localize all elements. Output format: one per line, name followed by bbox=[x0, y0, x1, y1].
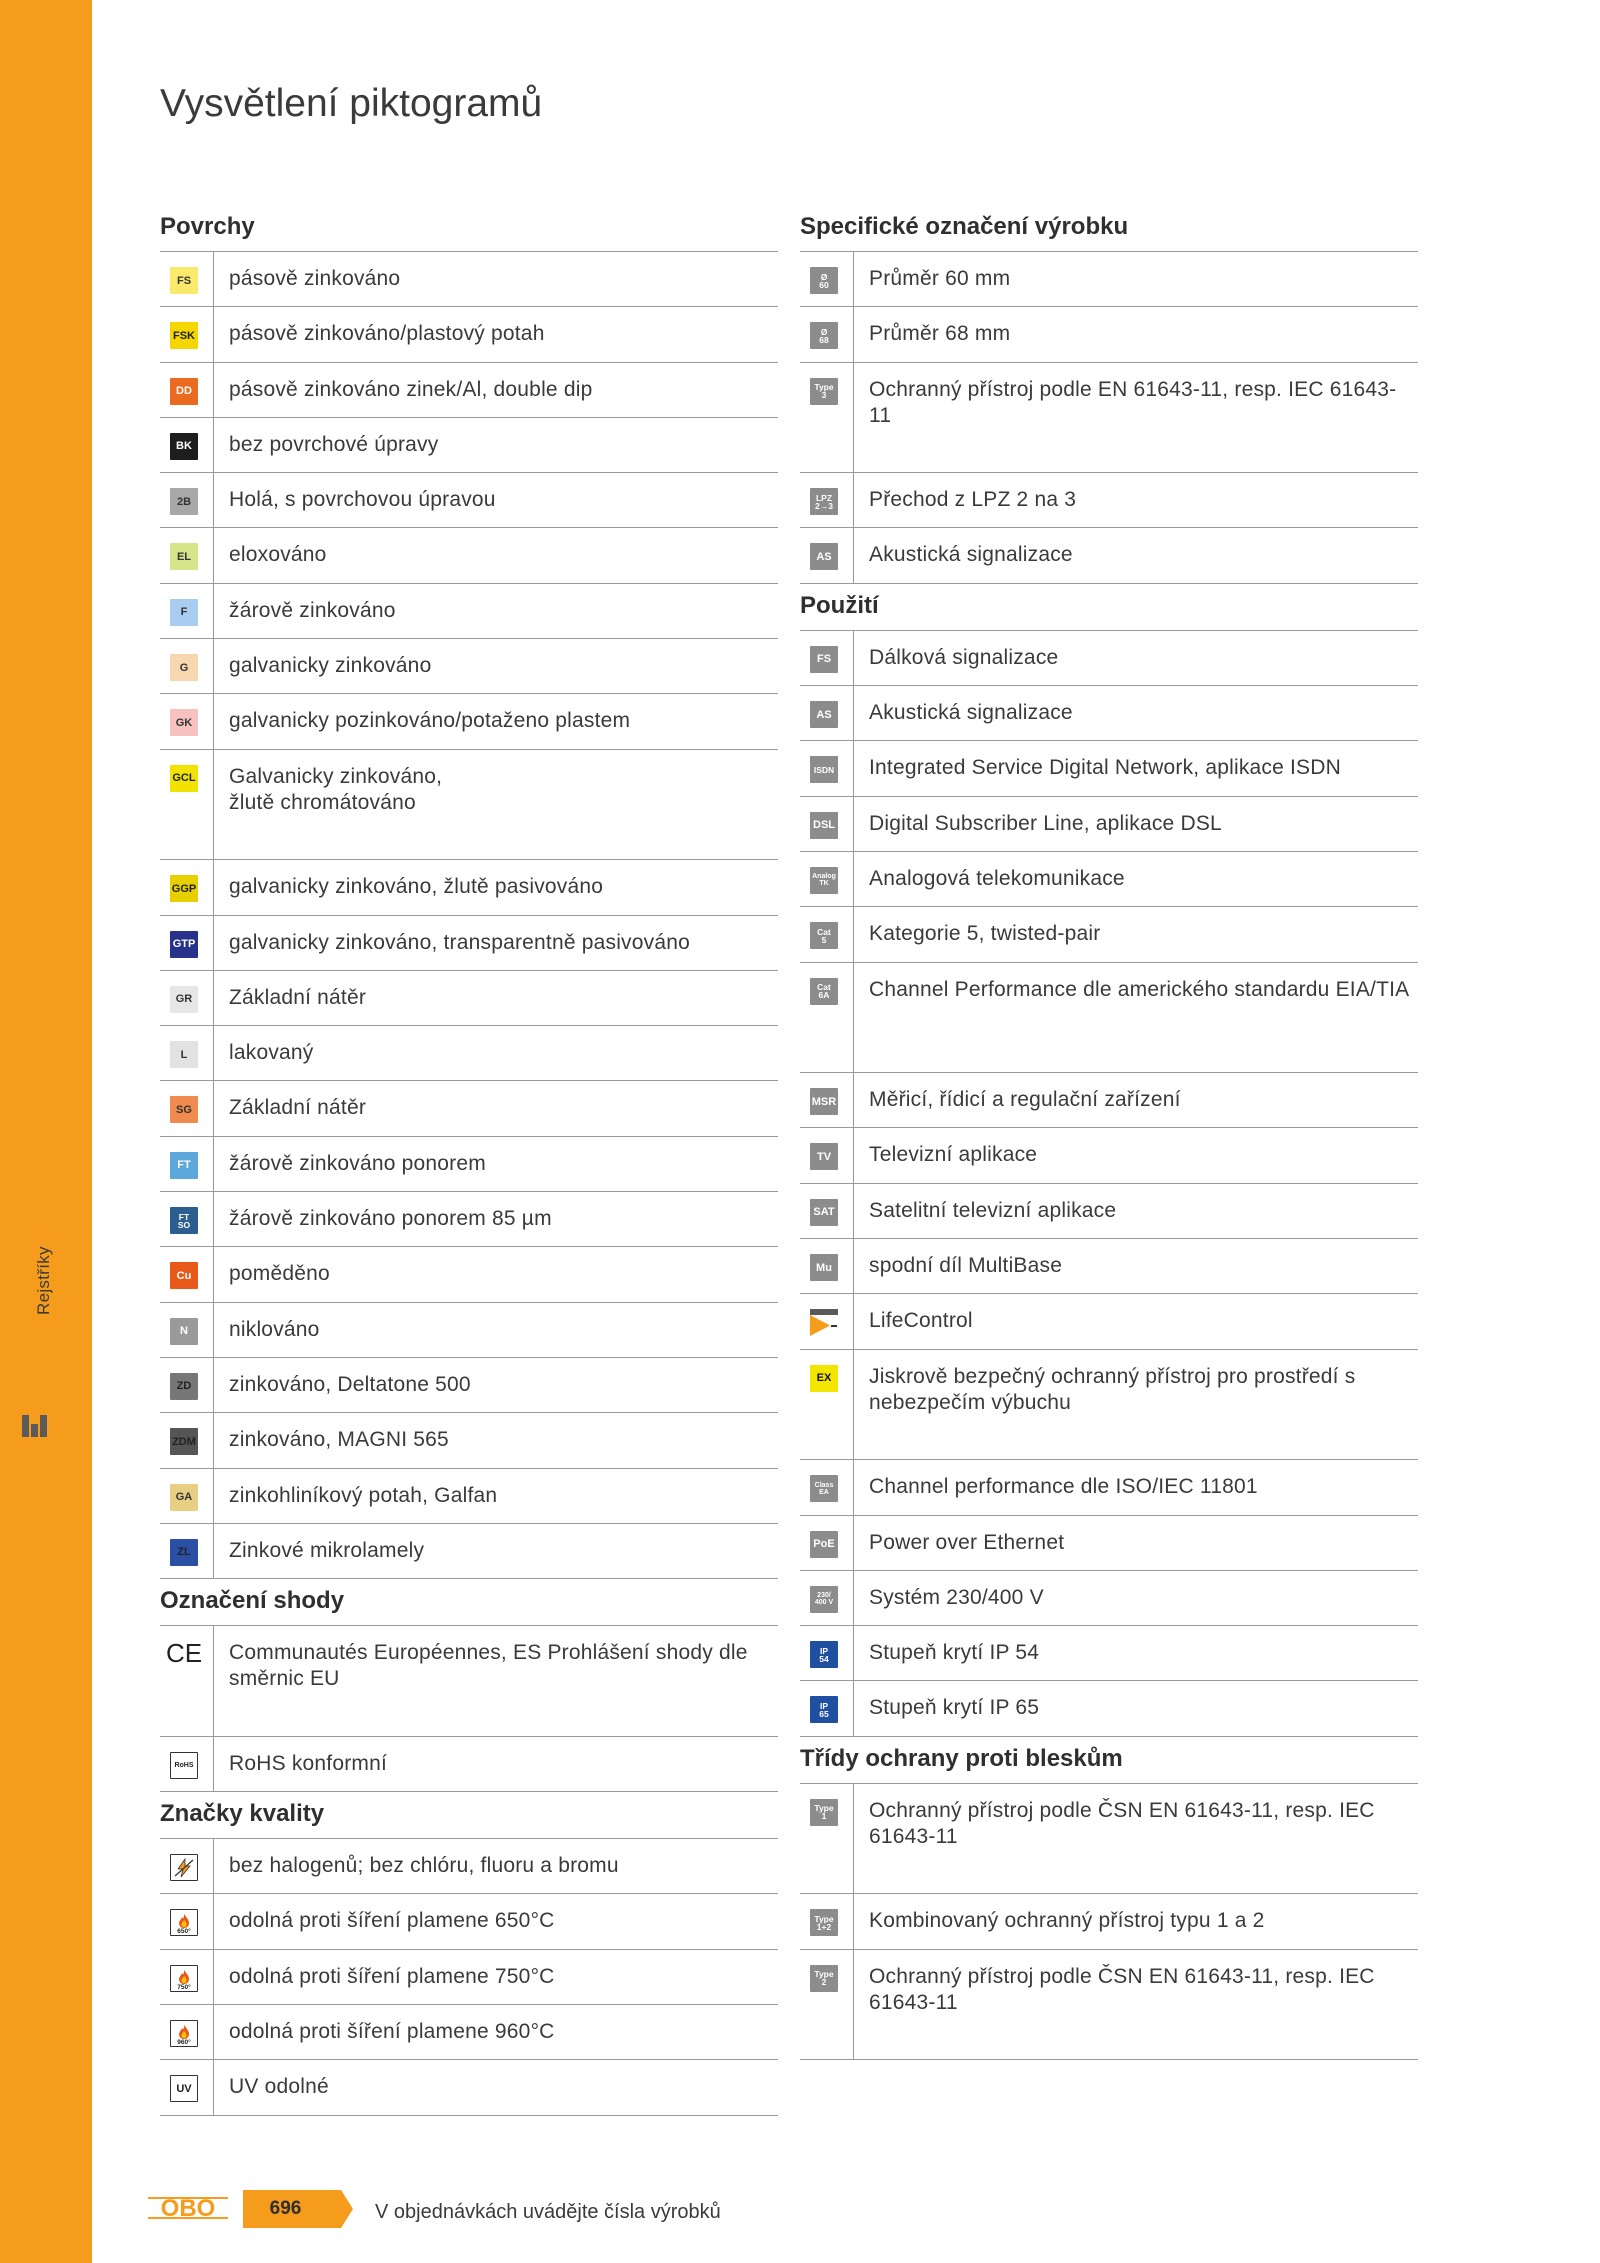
68-pictogram-icon: Ø 68 bbox=[810, 322, 838, 349]
pictogram-row bbox=[160, 363, 778, 418]
pictogram-description: galvanicky zinkováno bbox=[229, 654, 432, 678]
pictogram-description: Jiskrově bezpečný ochranný přístroj pro prostředí s nebezpečím výbuchu bbox=[869, 1364, 1356, 1414]
pictogram-cell bbox=[800, 963, 854, 1073]
pictogram-description: UV odolné bbox=[229, 2075, 329, 2099]
section-heading: Třídy ochrany proti bleskům bbox=[800, 1737, 1418, 1784]
pictogram-description: Stupeň krytí IP 65 bbox=[869, 1696, 1040, 1720]
section-heading: Označení shody bbox=[160, 1579, 778, 1626]
pictogram-row bbox=[800, 1128, 1418, 1183]
pictogram-description: odolná proti šíření plamene 960°C bbox=[229, 2019, 555, 2043]
type-2-pictogram-icon: Type 2 bbox=[810, 1965, 838, 1992]
pictogram-cell bbox=[800, 1294, 854, 1348]
pictogram-cell bbox=[800, 1681, 854, 1735]
flame-temperature-label: 960° bbox=[177, 2038, 191, 2046]
pictogram-description: odolná proti šíření plamene 650°C bbox=[229, 1909, 555, 1933]
pictogram-row bbox=[800, 686, 1418, 741]
pictogram-cell bbox=[160, 1524, 214, 1578]
n-pictogram-icon: N bbox=[170, 1318, 198, 1345]
type-1-pictogram-icon: Type 1 bbox=[810, 1799, 838, 1826]
pictogram-description: žárově zinkováno ponorem bbox=[229, 1151, 486, 1175]
pictogram-row bbox=[800, 528, 1418, 583]
pictogram-cell bbox=[160, 418, 214, 472]
sg-pictogram-icon: SG bbox=[170, 1096, 198, 1123]
pictogram-description: pásově zinkováno bbox=[229, 267, 401, 290]
pictogram-cell bbox=[800, 1626, 854, 1680]
pictogram-cell bbox=[160, 307, 214, 361]
pictogram-row bbox=[800, 741, 1418, 796]
pictogram-description: Dálková signalizace bbox=[869, 645, 1059, 669]
pictogram-cell bbox=[160, 639, 214, 693]
pictogram-description: Průměr 68 mm bbox=[869, 322, 1011, 346]
pictogram-description: Základní nátěr bbox=[229, 1096, 367, 1120]
cat-6a-pictogram-icon: Cat 6A bbox=[810, 978, 838, 1005]
pictogram-cell bbox=[800, 1894, 854, 1948]
pictogram-description: niklováno bbox=[229, 1317, 320, 1341]
section-heading: Použití bbox=[800, 584, 1418, 631]
zd-pictogram-icon: ZD bbox=[170, 1373, 198, 1400]
flame-temperature-label: 750° bbox=[177, 1983, 191, 1991]
pictogram-row bbox=[160, 473, 778, 528]
pictogram-description: žárově zinkováno ponorem 85 µm bbox=[229, 1207, 552, 1231]
2b-pictogram-icon: 2B bbox=[170, 488, 198, 515]
230-400-v-pictogram-icon: 230/ 400 V bbox=[810, 1586, 838, 1613]
pictogram-cell bbox=[800, 307, 854, 361]
pictogram-cell bbox=[160, 1469, 214, 1523]
pictogram-cell bbox=[160, 1839, 214, 1893]
register-tab-icon bbox=[22, 1415, 48, 1437]
ce-mark-icon: CE bbox=[165, 1637, 203, 1668]
section-product-marking bbox=[800, 205, 1418, 584]
pictogram-description: Holá, s povrchovou úpravou bbox=[229, 488, 496, 512]
section-usage bbox=[800, 584, 1418, 1737]
pictogram-cell bbox=[800, 1350, 854, 1460]
pictogram-row bbox=[160, 1137, 778, 1192]
el-pictogram-icon: EL bbox=[170, 543, 198, 570]
class-ea-pictogram-icon: Class EA bbox=[810, 1475, 838, 1502]
dd-pictogram-icon: DD bbox=[170, 378, 198, 405]
pictogram-description: galvanicky pozinkováno/potaženo plastem bbox=[229, 709, 631, 733]
pictogram-description: Galvanicky zinkováno, žlutě chromátováno bbox=[229, 764, 443, 814]
pictogram-cell bbox=[160, 584, 214, 638]
pictogram-description: Přechod z LPZ 2 na 3 bbox=[869, 488, 1077, 512]
lifecontrol-icon bbox=[810, 1309, 838, 1336]
pictogram-row bbox=[800, 1626, 1418, 1681]
pictogram-description: LifeControl bbox=[869, 1309, 973, 1333]
pictogram-cell bbox=[800, 797, 854, 851]
pictogram-description: Kombinovaný ochranný přístroj typu 1 a 2 bbox=[869, 1909, 1265, 1933]
pictogram-row bbox=[800, 1350, 1418, 1461]
pictogram-description: zinkováno, MAGNI 565 bbox=[229, 1428, 449, 1452]
pictogram-cell bbox=[800, 473, 854, 527]
pictogram-description: odolná proti šíření plamene 750°C bbox=[229, 1964, 555, 1988]
as-pictogram-icon: AS bbox=[810, 543, 838, 570]
pictogram-cell bbox=[160, 252, 214, 306]
pictogram-description: bez halogenů; bez chlóru, fluoru a bromu bbox=[229, 1854, 619, 1878]
pictogram-cell bbox=[160, 694, 214, 748]
pictogram-row bbox=[160, 1469, 778, 1524]
fs-pictogram-icon: FS bbox=[810, 646, 838, 673]
pictogram-cell bbox=[160, 528, 214, 582]
zl-pictogram-icon: ZL bbox=[170, 1539, 198, 1566]
isdn-pictogram-icon: ISDN bbox=[810, 756, 838, 783]
pictogram-description: Základní nátěr bbox=[229, 985, 367, 1009]
sidebar-register-label: Rejstříky bbox=[34, 1246, 53, 1315]
sidebar-strip bbox=[0, 0, 92, 2263]
gr-pictogram-icon: GR bbox=[170, 986, 198, 1013]
pictogram-description: pásově zinkováno zinek/Al, double dip bbox=[229, 377, 593, 401]
60-pictogram-icon: Ø 60 bbox=[810, 267, 838, 294]
ip-54-pictogram-icon: IP 54 bbox=[810, 1641, 838, 1668]
ft-so-pictogram-icon: FT SO bbox=[170, 1207, 198, 1234]
pictogram-cell bbox=[160, 2060, 214, 2114]
pictogram-row bbox=[160, 750, 778, 861]
pictogram-description: pásově zinkováno/plastový potah bbox=[229, 322, 545, 346]
section-conformity bbox=[160, 1579, 778, 1792]
pictogram-cell bbox=[800, 907, 854, 961]
msr-pictogram-icon: MSR bbox=[810, 1088, 838, 1115]
type-1-2-pictogram-icon: Type 1+2 bbox=[810, 1909, 838, 1936]
pictogram-row bbox=[800, 1950, 1418, 2061]
ga-pictogram-icon: GA bbox=[170, 1484, 198, 1511]
right-column bbox=[800, 205, 1418, 2060]
pictogram-row bbox=[160, 252, 778, 307]
l-pictogram-icon: L bbox=[170, 1041, 198, 1068]
ex-pictogram-icon: EX bbox=[810, 1365, 838, 1392]
pictogram-cell bbox=[800, 1950, 854, 2060]
pictogram-row bbox=[800, 1571, 1418, 1626]
pictogram-row bbox=[800, 1681, 1418, 1736]
pictogram-cell bbox=[160, 473, 214, 527]
pictogram-description: Channel performance dle ISO/IEC 11801 bbox=[869, 1475, 1258, 1499]
pictogram-description: Power over Ethernet bbox=[869, 1530, 1065, 1554]
pictogram-row bbox=[800, 1460, 1418, 1515]
pictogram-cell bbox=[800, 1571, 854, 1625]
f-pictogram-icon: F bbox=[170, 599, 198, 626]
pictogram-row bbox=[160, 2005, 778, 2060]
pictogram-cell bbox=[160, 363, 214, 417]
pictogram-row bbox=[800, 1294, 1418, 1349]
pictogram-row bbox=[160, 1737, 778, 1792]
pictogram-description: Kategorie 5, twisted-pair bbox=[869, 922, 1101, 946]
pictogram-cell bbox=[160, 916, 214, 970]
pictogram-cell bbox=[160, 1081, 214, 1135]
pictogram-row bbox=[800, 363, 1418, 474]
pictogram-description: RoHS konformní bbox=[229, 1751, 388, 1775]
cat-5-pictogram-icon: Cat 5 bbox=[810, 922, 838, 949]
pictogram-row bbox=[160, 1894, 778, 1949]
pictogram-cell bbox=[160, 2005, 214, 2059]
halogen-free-icon bbox=[170, 1854, 198, 1881]
fs-pictogram-icon: FS bbox=[170, 267, 198, 294]
pictogram-description: galvanicky zinkováno, transparentně pasivováno bbox=[229, 930, 690, 954]
pictogram-description: Stupeň krytí IP 54 bbox=[869, 1641, 1040, 1665]
pictogram-row bbox=[800, 963, 1418, 1074]
pictogram-description: poměděno bbox=[229, 1262, 330, 1286]
pictogram-row bbox=[160, 584, 778, 639]
pictogram-cell bbox=[160, 1137, 214, 1191]
pictogram-row bbox=[160, 1950, 778, 2005]
ft-pictogram-icon: FT bbox=[170, 1152, 198, 1179]
zdm-pictogram-icon: ZDM bbox=[170, 1428, 198, 1455]
flame-resistance-icon bbox=[170, 1909, 198, 1936]
mu-pictogram-icon: Mu bbox=[810, 1254, 838, 1281]
flame-resistance-icon bbox=[170, 2020, 198, 2047]
tv-pictogram-icon: TV bbox=[810, 1143, 838, 1170]
pictogram-cell bbox=[160, 1192, 214, 1246]
cu-pictogram-icon: Cu bbox=[170, 1262, 198, 1289]
pictogram-description: Systém 230/400 V bbox=[869, 1585, 1044, 1609]
pictogram-row bbox=[160, 1413, 778, 1468]
pictogram-cell bbox=[160, 1247, 214, 1301]
pictogram-row bbox=[800, 1073, 1418, 1128]
pictogram-cell bbox=[800, 686, 854, 740]
pictogram-description: Měřicí, řídicí a regulační zařízení bbox=[869, 1088, 1181, 1112]
g-pictogram-icon: G bbox=[170, 654, 198, 681]
pictogram-cell bbox=[160, 1737, 214, 1791]
section-heading: Značky kvality bbox=[160, 1792, 778, 1839]
pictogram-row bbox=[160, 971, 778, 1026]
fsk-pictogram-icon: FSK bbox=[170, 322, 198, 349]
pictogram-description: Integrated Service Digital Network, aplikace ISDN bbox=[869, 756, 1341, 780]
pictogram-description: zinkováno, Deltatone 500 bbox=[229, 1372, 471, 1396]
page-title: Vysvětlení piktogramů bbox=[160, 82, 543, 125]
rohs-mark-icon: RoHS bbox=[170, 1752, 198, 1779]
flame-icon bbox=[177, 2025, 191, 2039]
pictogram-description: Satelitní televizní aplikace bbox=[869, 1198, 1117, 1222]
pictogram-row bbox=[160, 639, 778, 694]
pictogram-cell bbox=[160, 1950, 214, 2004]
lpz-2-3-pictogram-icon: LPZ 2→3 bbox=[810, 488, 838, 515]
pictogram-cell bbox=[800, 1516, 854, 1570]
obo-logo bbox=[148, 2192, 228, 2224]
pictogram-row bbox=[160, 1839, 778, 1894]
pictogram-description: Ochranný přístroj podle ČSN EN 61643-11, resp. IEC 61643-11 bbox=[869, 1798, 1375, 1848]
pictogram-row bbox=[800, 1239, 1418, 1294]
pictogram-row bbox=[800, 1516, 1418, 1571]
pictogram-cell bbox=[160, 1358, 214, 1412]
section-surfaces bbox=[160, 205, 778, 1579]
pictogram-cell bbox=[160, 1026, 214, 1080]
pictogram-description: eloxováno bbox=[229, 543, 327, 567]
pictogram-cell bbox=[800, 741, 854, 795]
bk-pictogram-icon: BK bbox=[170, 433, 198, 460]
pictogram-row bbox=[800, 1184, 1418, 1239]
pictogram-row bbox=[160, 418, 778, 473]
section-heading: Specifické označení výrobku bbox=[800, 205, 1418, 252]
flame-icon bbox=[177, 1970, 191, 1984]
pictogram-row bbox=[160, 1081, 778, 1136]
flame-temperature-label: 650° bbox=[177, 1928, 191, 1936]
pictogram-description: zinkohliníkový potah, Galfan bbox=[229, 1483, 498, 1507]
pictogram-row bbox=[800, 852, 1418, 907]
pictogram-description: Ochranný přístroj podle EN 61643-11, resp. IEC 61643-11 bbox=[869, 377, 1397, 427]
pictogram-description: Akustická signalizace bbox=[869, 543, 1073, 567]
as-pictogram-icon: AS bbox=[810, 701, 838, 728]
type-3-pictogram-icon: Type 3 bbox=[810, 378, 838, 405]
analog-tk-pictogram-icon: Analog TK bbox=[810, 867, 838, 894]
pictogram-row bbox=[160, 860, 778, 915]
pictogram-cell bbox=[800, 631, 854, 685]
poe-pictogram-icon: PoE bbox=[810, 1531, 838, 1558]
pictogram-cell bbox=[800, 363, 854, 473]
pictogram-row bbox=[800, 307, 1418, 362]
pictogram-cell bbox=[800, 252, 854, 306]
pictogram-row bbox=[160, 1626, 778, 1737]
pictogram-row bbox=[160, 528, 778, 583]
pictogram-cell bbox=[800, 1184, 854, 1238]
pictogram-row bbox=[800, 631, 1418, 686]
pictogram-cell bbox=[160, 1894, 214, 1948]
pictogram-row bbox=[160, 1026, 778, 1081]
pictogram-cell bbox=[160, 1626, 214, 1736]
pictogram-description: Televizní aplikace bbox=[869, 1143, 1038, 1167]
section-quality-marks bbox=[160, 1792, 778, 2115]
ggp-pictogram-icon: GGP bbox=[170, 875, 198, 902]
pictogram-row bbox=[160, 1303, 778, 1358]
pictogram-row bbox=[160, 307, 778, 362]
pictogram-description: galvanicky zinkováno, žlutě pasivováno bbox=[229, 875, 604, 899]
flame-resistance-icon bbox=[170, 1965, 198, 1992]
pictogram-description: lakovaný bbox=[229, 1041, 314, 1065]
pictogram-row bbox=[160, 694, 778, 749]
pictogram-description: Zinkové mikrolamely bbox=[229, 1538, 425, 1562]
pictogram-description: žárově zinkováno bbox=[229, 598, 396, 622]
pictogram-description: Analogová telekomunikace bbox=[869, 866, 1125, 890]
section-lightning-classes bbox=[800, 1737, 1418, 2060]
pictogram-description: Channel Performance dle amerického standardu EIA/TIA bbox=[869, 977, 1410, 1001]
pictogram-cell bbox=[800, 1073, 854, 1127]
dsl-pictogram-icon: DSL bbox=[810, 812, 838, 839]
pictogram-cell bbox=[800, 1460, 854, 1514]
pictogram-description: spodní díl MultiBase bbox=[869, 1254, 1063, 1278]
pictogram-row bbox=[800, 473, 1418, 528]
pictogram-row bbox=[160, 1358, 778, 1413]
pictogram-description: Digital Subscriber Line, aplikace DSL bbox=[869, 811, 1222, 835]
pictogram-row bbox=[160, 1524, 778, 1579]
pictogram-description: Ochranný přístroj podle ČSN EN 61643-11, resp. IEC 61643-11 bbox=[869, 1964, 1375, 2014]
pictogram-row bbox=[800, 1894, 1418, 1949]
ip-65-pictogram-icon: IP 65 bbox=[810, 1696, 838, 1723]
gcl-pictogram-icon: GCL bbox=[170, 765, 198, 792]
pictogram-cell bbox=[160, 750, 214, 860]
pictogram-cell bbox=[160, 860, 214, 914]
uv-mark-icon: UV bbox=[170, 2075, 198, 2102]
pictogram-row bbox=[160, 916, 778, 971]
pictogram-description: bez povrchové úpravy bbox=[229, 432, 439, 456]
pictogram-description: Akustická signalizace bbox=[869, 701, 1073, 725]
pictogram-row bbox=[800, 907, 1418, 962]
pictogram-description: Communautés Européennes, ES Prohlášení shody dle směrnic EU bbox=[229, 1641, 748, 1691]
pictogram-description: Průměr 60 mm bbox=[869, 267, 1011, 290]
page-number: 696 bbox=[269, 2198, 302, 2219]
gk-pictogram-icon: GK bbox=[170, 709, 198, 736]
pictogram-cell bbox=[160, 971, 214, 1025]
pictogram-cell bbox=[800, 528, 854, 582]
pictogram-cell bbox=[800, 852, 854, 906]
pictogram-cell bbox=[800, 1784, 854, 1894]
left-column bbox=[160, 205, 778, 2116]
gtp-pictogram-icon: GTP bbox=[170, 931, 198, 958]
footer-note: V objednávkách uvádějte čísla výrobků bbox=[375, 2201, 721, 2223]
pictogram-cell bbox=[800, 1128, 854, 1182]
pictogram-row bbox=[160, 1192, 778, 1247]
flame-icon bbox=[177, 1914, 191, 1928]
section-heading: Povrchy bbox=[160, 205, 778, 252]
pictogram-cell bbox=[160, 1413, 214, 1467]
pictogram-cell bbox=[800, 1239, 854, 1293]
pictogram-row bbox=[800, 797, 1418, 852]
pictogram-row bbox=[800, 1784, 1418, 1895]
sat-pictogram-icon: SAT bbox=[810, 1199, 838, 1226]
pictogram-row bbox=[160, 2060, 778, 2115]
obo-logo-text: OBO bbox=[160, 2195, 216, 2222]
pictogram-cell bbox=[160, 1303, 214, 1357]
pictogram-row bbox=[160, 1247, 778, 1302]
pictogram-row bbox=[800, 252, 1418, 307]
